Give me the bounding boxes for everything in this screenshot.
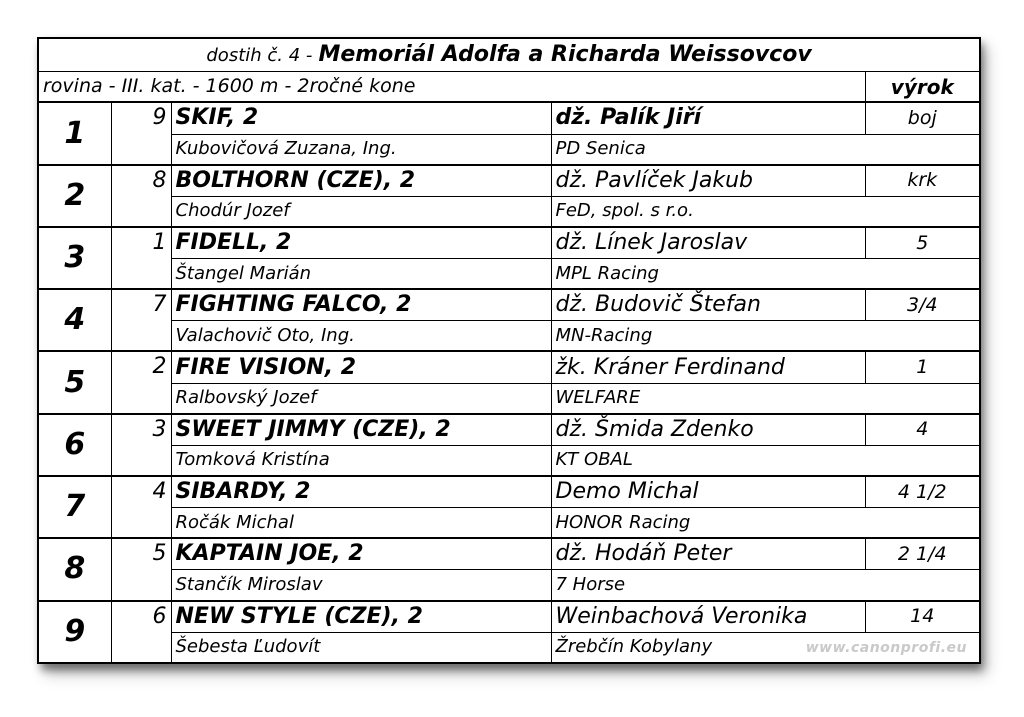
margin-value: 1 <box>865 351 980 383</box>
trainer-name: Ročák Michal <box>171 508 551 539</box>
result-row <box>38 102 980 134</box>
horse-name: FIDELL, 2 <box>171 227 551 259</box>
finish-place: 2 <box>38 165 111 227</box>
owner-name: Žrebčín Kobylany <box>551 632 980 663</box>
finish-place: 6 <box>38 414 111 476</box>
trainer-name: Chodúr Jozef <box>171 196 551 227</box>
result-detail-row <box>38 383 980 414</box>
results-body <box>38 38 980 663</box>
result-detail-row <box>38 134 980 165</box>
result-detail-row <box>38 445 980 476</box>
margin-value: 14 <box>865 601 980 633</box>
jockey-name: Weinbachová Veronika <box>551 601 865 633</box>
jockey-name: dž. Šmida Zdenko <box>551 414 865 446</box>
jockey-name: žk. Kráner Ferdinand <box>551 351 865 383</box>
owner-name: HONOR Racing <box>551 508 980 539</box>
race-conditions: rovina - III. kat. - 1600 m - 2ročné kone <box>38 72 865 103</box>
finish-place: 9 <box>38 601 111 663</box>
result-row <box>38 351 980 383</box>
start-number: 1 <box>111 227 171 289</box>
finish-place: 7 <box>38 476 111 538</box>
owner-name: KT OBAL <box>551 445 980 476</box>
horse-name: KAPTAIN JOE, 2 <box>171 538 551 570</box>
horse-name: FIRE VISION, 2 <box>171 351 551 383</box>
owner-name: WELFARE <box>551 383 980 414</box>
result-detail-row <box>38 508 980 539</box>
start-number: 8 <box>111 165 171 227</box>
trainer-name: Ralbovský Jozef <box>171 383 551 414</box>
result-row <box>38 227 980 259</box>
watermark: www.canonprofi.eu <box>805 640 967 656</box>
trainer-name: Štangel Marián <box>171 259 551 290</box>
start-number: 6 <box>111 601 171 663</box>
finish-place: 1 <box>38 102 111 164</box>
owner-name: FeD, spol. s r.o. <box>551 196 980 227</box>
trainer-name: Kubovičová Zuzana, Ing. <box>171 134 551 165</box>
margin-value: 4 1/2 <box>865 476 980 508</box>
horse-name: SKIF, 2 <box>171 102 551 134</box>
result-detail-row <box>38 321 980 352</box>
jockey-name: dž. Hodáň Peter <box>551 538 865 570</box>
trainer-name: Valachovič Oto, Ing. <box>171 321 551 352</box>
result-row <box>38 165 980 197</box>
margin-value: 4 <box>865 414 980 446</box>
horse-name: SIBARDY, 2 <box>171 476 551 508</box>
margin-value: krk <box>865 165 980 197</box>
race-title-row <box>38 38 980 72</box>
jockey-name: dž. Pavlíček Jakub <box>551 165 865 197</box>
owner-name: MPL Racing <box>551 259 980 290</box>
start-number: 2 <box>111 351 171 413</box>
results-sheet <box>37 37 979 664</box>
result-row <box>38 289 980 321</box>
start-number: 4 <box>111 476 171 538</box>
result-detail-row <box>38 259 980 290</box>
finish-place: 3 <box>38 227 111 289</box>
start-number: 7 <box>111 289 171 351</box>
margin-value: 5 <box>865 227 980 259</box>
horse-name: SWEET JIMMY (CZE), 2 <box>171 414 551 446</box>
result-detail-row <box>38 196 980 227</box>
race-conditions-row <box>38 72 980 103</box>
result-detail-row <box>38 570 980 601</box>
horse-name: FIGHTING FALCO, 2 <box>171 289 551 321</box>
finish-place: 4 <box>38 289 111 351</box>
race-number: dostih č. 4 - <box>206 45 313 67</box>
trainer-name: Stančík Miroslav <box>171 570 551 601</box>
jockey-name: dž. Línek Jaroslav <box>551 227 865 259</box>
owner-name: MN-Racing <box>551 321 980 352</box>
trainer-name: Šebesta Ľudovít <box>171 632 551 663</box>
jockey-name: dž. Budovič Štefan <box>551 289 865 321</box>
race-title-cell <box>38 38 980 72</box>
margin-value: 3/4 <box>865 289 980 321</box>
margin-header: výrok <box>865 72 980 103</box>
trainer-name: Tomková Kristína <box>171 445 551 476</box>
horse-name: NEW STYLE (CZE), 2 <box>171 601 551 633</box>
result-row <box>38 538 980 570</box>
margin-value: boj <box>865 102 980 134</box>
jockey-name: dž. Palík Jiří <box>551 102 865 134</box>
start-number: 5 <box>111 538 171 600</box>
results-table <box>37 37 981 664</box>
owner-name: PD Senica <box>551 134 980 165</box>
start-number: 9 <box>111 102 171 164</box>
result-row <box>38 601 980 633</box>
margin-value: 2 1/4 <box>865 538 980 570</box>
finish-place: 8 <box>38 538 111 600</box>
owner-name: 7 Horse <box>551 570 980 601</box>
finish-place: 5 <box>38 351 111 413</box>
result-row <box>38 414 980 446</box>
start-number: 3 <box>111 414 171 476</box>
jockey-name: Demo Michal <box>551 476 865 508</box>
result-row <box>38 476 980 508</box>
race-name: Memoriál Adolfa a Richarda Weissovcov <box>318 42 812 68</box>
horse-name: BOLTHORN (CZE), 2 <box>171 165 551 197</box>
